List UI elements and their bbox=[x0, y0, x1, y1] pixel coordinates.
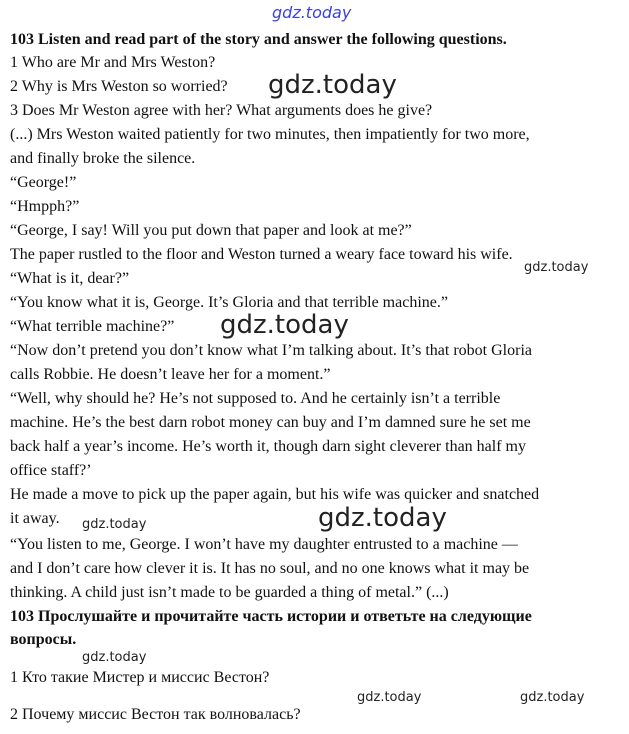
story-line: office staff?’ bbox=[10, 462, 92, 479]
story-line: “Hmpph?” bbox=[10, 198, 80, 215]
story-line: it away. bbox=[10, 510, 60, 527]
story-line: and I don’t care how clever it is. It has no soul, and no one knows what it may be bbox=[10, 560, 530, 577]
exercise-title-ru-line1: 103 Прослушайте и прочитайте часть истории и ответьте на следующие bbox=[10, 608, 532, 625]
story-line: back half a year’s income. He’s worth it, though darn sight cleverer than half my bbox=[10, 438, 526, 455]
story-line: “What terrible machine?” bbox=[10, 318, 175, 335]
watermark: gdz.today bbox=[524, 260, 589, 275]
story-line: machine. He’s the best darn robot money can buy and I’m damned sure he set me bbox=[10, 414, 531, 431]
story-line: He made a move to pick up the paper again, but his wife was quicker and snatched bbox=[10, 486, 540, 503]
watermark: gdz.today bbox=[82, 517, 147, 532]
watermark: gdz.today bbox=[357, 690, 422, 705]
watermark: gdz.today bbox=[220, 310, 349, 340]
question-3-en: 3 Does Mr Weston agree with her? What arguments does he give? bbox=[10, 102, 433, 119]
watermark: gdz.today bbox=[268, 70, 397, 100]
watermark: gdz.today bbox=[82, 650, 147, 665]
question-2-en: 2 Why is Mrs Weston so worried? bbox=[10, 78, 228, 95]
story-line: and finally broke the silence. bbox=[10, 150, 196, 167]
watermark: gdz.today bbox=[520, 690, 585, 705]
story-line: calls Robbie. He doesn’t leave her for a moment.” bbox=[10, 366, 331, 383]
story-line: “What is it, dear?” bbox=[10, 270, 130, 287]
story-line: The paper rustled to the floor and Weston turned a weary face toward his wife. bbox=[10, 246, 513, 263]
question-1-ru: 1 Кто такие Мистер и миссис Вестон? bbox=[10, 669, 270, 686]
story-line: thinking. A child just isn’t made to be guarded a thing of metal.” (...) bbox=[10, 584, 449, 601]
story-line: “George, I say! Will you put down that paper and look at me?” bbox=[10, 222, 412, 239]
exercise-title-en: 103 Listen and read part of the story and answer the following questions. bbox=[10, 31, 507, 48]
exercise-title-ru-line2: вопросы. bbox=[10, 631, 77, 648]
watermark-top: gdz.today bbox=[272, 3, 352, 22]
story-line: “You know what it is, George. It’s Gloria and that terrible machine.” bbox=[10, 294, 448, 311]
watermark: gdz.today bbox=[318, 503, 447, 533]
story-line: “Well, why should he? He’s not supposed to. And he certainly isn’t a terrible bbox=[10, 390, 501, 407]
question-2-ru: 2 Почему миссис Вестон так волновалась? bbox=[10, 706, 301, 723]
story-line: “George!” bbox=[10, 174, 77, 191]
story-line: “You listen to me, George. I won’t have my daughter entrusted to a machine — bbox=[10, 536, 518, 553]
story-line: “Now don’t pretend you don’t know what I’m talking about. It’s that robot Gloria bbox=[10, 342, 532, 359]
story-line: (...) Mrs Weston waited patiently for two minutes, then impatiently for two more, bbox=[10, 126, 530, 143]
question-1-en: 1 Who are Mr and Mrs Weston? bbox=[10, 54, 216, 71]
